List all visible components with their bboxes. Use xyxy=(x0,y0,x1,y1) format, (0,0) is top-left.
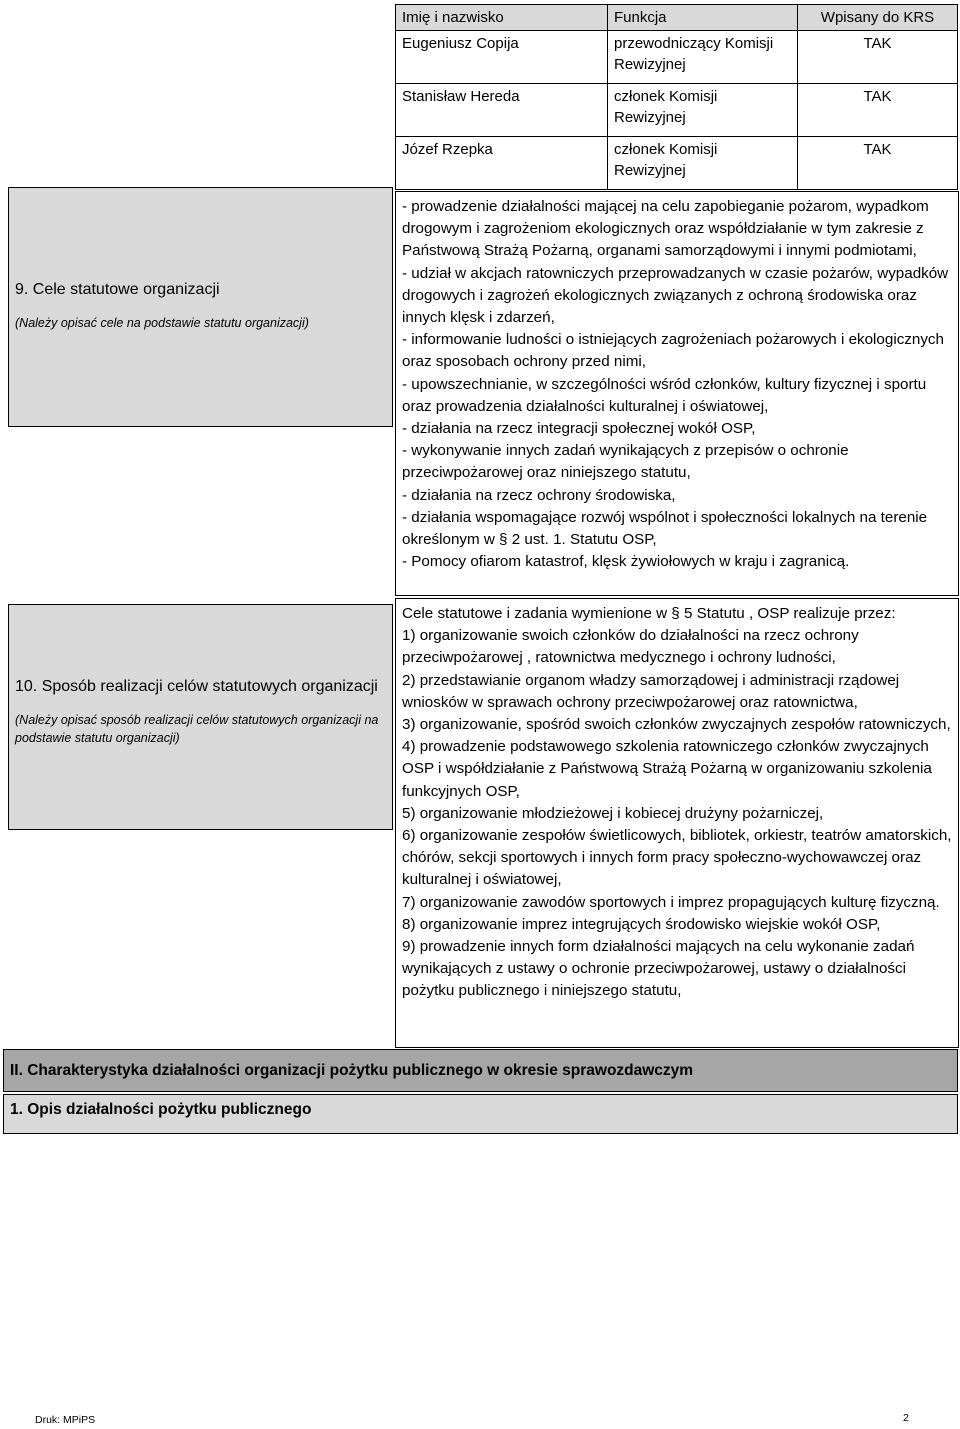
table-row xyxy=(396,84,958,137)
section-10-note: (Należy opisać sposób realizacji celów statutowych organizacji na podstawie statutu organizacji) xyxy=(15,713,379,745)
realization-item: 1) organizowanie swoich członków do działalności na rzecz ochrony przeciwpożarowej , ratownictwa medycznego i ochrony ludności, xyxy=(402,627,859,667)
part-2-subheader: 1. Opis działalności pożytku publicznego xyxy=(3,1094,958,1134)
statutory-goal-item: - prowadzenie działalności mającej na celu zapobieganie pożarom, wypadkom drogowym i zagrożeniom ekologicznych oraz współdziałanie w tym zakresie z Państwową Strażą Pożarną, organami samorządowymi i innymi podmiotami, xyxy=(402,198,929,260)
member-name: Stanisław Hereda xyxy=(396,84,608,137)
audit-committee-table xyxy=(395,4,958,190)
column-header-krs: Wpisany do KRS xyxy=(798,5,958,31)
section-10-label-box xyxy=(8,604,393,830)
realization-item: 8) organizowanie imprez integrujących środowisko wiejskie wokół OSP, xyxy=(402,915,881,933)
member-function: członek Komisji Rewizyjnej xyxy=(608,137,798,190)
statutory-goal-item: - upowszechnianie, w szczególności wśród członków, kultury fizycznej i sportu oraz prowadzenia działalności kulturalnej i oświatowej, xyxy=(402,375,927,415)
statutory-goal-item: - działania wspomagające rozwój wspólnot i społeczności lokalnych na terenie określonym w § 2 ust. 1. Statutu OSP, xyxy=(402,508,928,549)
realization-item: Cele statutowe i zadania wymienione w § 5 Statutu , OSP realizuje przez: xyxy=(402,605,896,622)
column-header-function: Funkcja xyxy=(608,5,798,31)
section-10-title: 10. Sposób realizacji celów statutowych organizacji xyxy=(15,678,378,695)
statutory-goal-item: - informowanie ludności o istniejących zagrożeniach pożarowych i ekologicznych oraz sposobach ochrony przed nimi, xyxy=(402,331,944,371)
section-9-label-box xyxy=(8,187,393,427)
column-header-name: Imię i nazwisko xyxy=(396,5,608,31)
section-10-content xyxy=(395,598,959,1048)
section-9-title: 9. Cele statutowe organizacji xyxy=(15,281,220,298)
member-name: Eugeniusz Copija xyxy=(396,31,608,84)
table-row xyxy=(396,137,958,190)
member-name: Józef Rzepka xyxy=(396,137,608,190)
member-function: członek Komisji Rewizyjnej xyxy=(608,84,798,137)
section-9-note: (Należy opisać cele na podstawie statutu organizacji) xyxy=(15,316,309,330)
page-number: 2 xyxy=(903,1412,909,1424)
realization-item: 4) prowadzenie podstawowego szkolenia ratowniczego członków zwyczajnych OSP i współdziałanie z Państwową Strażą Pożarną w organizowaniu szkolenia funkcyjnych OSP, xyxy=(402,738,932,800)
section-9-content xyxy=(395,191,959,596)
realization-item: 5) organizowanie młodzieżowej i kobiecej drużyny pożarniczej, xyxy=(402,804,824,822)
part-2-header: II. Charakterystyka działalności organizacji pożytku publicznego w okresie sprawozdawczym xyxy=(3,1049,958,1092)
realization-item: 9) prowadzenie innych form działalności mających na celu wykonanie zadań wynikających z ustawy o ochronie przeciwpożarowej, ustawy o działalności pożytku publicznego i niniejszego statutu, xyxy=(402,938,915,1000)
realization-item: 6) organizowanie zespołów świetlicowych, bibliotek, orkiestr, teatrów amatorskich, chórów, sekcji sportowych i innych form pracy społeczno-wychowawczej oraz kulturalnej i oświatowej, xyxy=(402,827,952,889)
statutory-goal-item: - Pomocy ofiarom katastrof, klęsk żywiołowych w kraju i zagranicą. xyxy=(402,553,850,571)
member-function: przewodniczący Komisji Rewizyjnej xyxy=(608,31,798,84)
member-krs: TAK xyxy=(798,84,958,137)
realization-item: 2) przedstawianie organom władzy samorządowej i administracji rządowej wniosków w sprawach ochrony przeciwpożarowej oraz ratownictwa, xyxy=(402,671,900,711)
member-krs: TAK xyxy=(798,31,958,84)
member-krs: TAK xyxy=(798,137,958,190)
statutory-goal-item: - działania na rzecz integracji społecznej wokół OSP, xyxy=(402,420,756,438)
realization-item: 3) organizowanie, spośród swoich członków zwyczajnych zespołów ratowniczych, xyxy=(402,716,951,734)
statutory-goal-item: - udział w akcjach ratowniczych przeprowadzanych w czasie pożarów, wypadków drogowych i zagrożeń ekologicznych związanych z ochroną środowiska oraz innych klęsk i zdarzeń, xyxy=(402,264,949,327)
print-label: Druk: MPiPS xyxy=(35,1414,96,1426)
table-header-row xyxy=(396,5,958,31)
realization-item: 7) organizowanie zawodów sportowych i imprez propagujących kulturę fizyczną. xyxy=(402,893,940,911)
statutory-goal-item: - wykonywanie innych zadań wynikających z przepisów o ochronie przeciwpożarowej oraz niniejszego statutu, xyxy=(402,442,849,482)
statutory-goal-item: - działania na rzecz ochrony środowiska, xyxy=(402,486,676,504)
table-row xyxy=(396,31,958,84)
